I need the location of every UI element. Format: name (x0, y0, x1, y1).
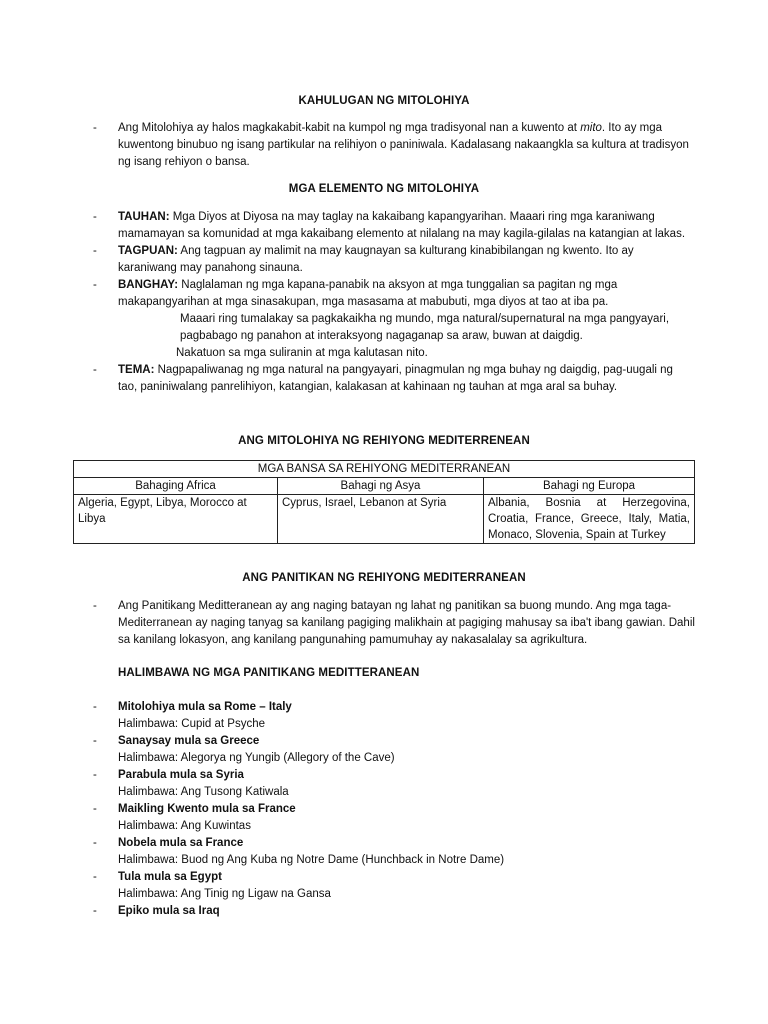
list-item (93, 869, 693, 903)
example-sub: Halimbawa: Ang Tinig ng Ligaw na Gansa (118, 888, 331, 900)
bullet-dash: - (93, 803, 97, 815)
table-caption: MGA BANSA SA REHIYONG MEDITERRANEAN (74, 461, 695, 478)
cell-asya: Cyprus, Israel, Lebanon at Syria (278, 495, 484, 544)
example-title: Epiko mula sa Iraq (118, 905, 220, 917)
list-item (93, 903, 693, 920)
header-asya: Bahagi ng Asya (278, 478, 484, 495)
list-item (93, 699, 693, 733)
title-mitolohiya-mediterrenean: ANG MITOLOHIYA NG REHIYONG MEDITERRENEAN (238, 435, 530, 447)
list-item (93, 733, 693, 767)
bullet-dash: - (93, 245, 97, 257)
banghay-paragraph-3: Nakatuon sa mga suliranin at mga kalutasan nito. (176, 347, 428, 359)
example-title: Sanaysay mula sa Greece (118, 735, 260, 747)
example-sub: Halimbawa: Alegorya ng Yungib (Allegory of the Cave) (118, 752, 395, 764)
tauhan-label: TAUHAN: (118, 211, 170, 223)
countries-table (73, 460, 695, 544)
element-banghay (93, 277, 695, 362)
header-europa: Bahagi ng Europa (484, 478, 695, 495)
tagpuan-text: Ang tagpuan ay malimit na may kaugnayan sa kulturang kinabibilangan ng kwento. Ito ay karaniwang may panahong sinauna. (118, 245, 634, 274)
bullet-dash: - (93, 905, 97, 917)
list-item (93, 801, 693, 835)
bullet-dash: - (93, 735, 97, 747)
intro-item (93, 120, 695, 171)
title-kahulugan: KAHULUGAN NG MITOLOHIYA (298, 95, 470, 107)
bullet-dash: - (93, 211, 97, 223)
bullet-dash: - (93, 837, 97, 849)
example-sub: Halimbawa: Cupid at Psyche (118, 718, 266, 730)
bullet-dash: - (93, 701, 97, 713)
table-row (74, 495, 695, 544)
bullet-dash: - (93, 871, 97, 883)
bullet-dash: - (93, 364, 97, 376)
list-item (93, 767, 693, 801)
banghay-label: BANGHAY: (118, 279, 179, 291)
banghay-paragraph-2: Maaari ring tumalakay sa pagkakaikha ng mundo, mga natural/supernatural na mga pangyayari, pagbabago ng panahon at interaksyong nagaganap sa araw, buwan at daigdig. (180, 313, 670, 342)
title-halimbawa: HALIMBAWA NG MGA PANITIKANG MEDITTERANEAN (118, 667, 420, 679)
bullet-dash: - (93, 122, 97, 134)
example-title: Mitolohiya mula sa Rome – Italy (118, 701, 292, 713)
panitikan-text: Ang Panitikang Meditteranean ay ang naging batayan ng lahat ng panitikan sa buong mundo. Ang mga taga-Mediterranean ay naging tanyag sa kanilang pagiging malikhain at pagiging mahusay sa iba't ibang gawian. Dahil sa kanilang lokasyon, ang kanilang pangunahing pamumuhay ay nakasalalay sa agrikultura. (118, 600, 695, 646)
examples-list (93, 699, 693, 920)
bullet-dash: - (93, 279, 97, 291)
element-tema (93, 362, 695, 396)
bullet-dash: - (93, 600, 97, 612)
tauhan-text: Mga Diyos at Diyosa na may taglay na kakaibang kapangyarihan. Maaari ring mga karaniwang mamamayan sa komunidad at mga kakaibang elemento at nilalang na may kagila-gilalas na katangian at lakas. (118, 211, 686, 240)
tema-text: Nagpapaliwanag ng mga natural na pangyayari, pinagmulan ng mga buhay ng daigdig, pag-uugali ng tao, paniniwalang panrelihiyon, katangian, kalakasan at kahinaan ng tauhan at mga aral sa buhay. (118, 364, 673, 393)
example-sub: Halimbawa: Ang Tusong Katiwala (118, 786, 289, 798)
intro-mito: mito (580, 122, 602, 134)
cell-europa: Albania, Bosnia at Herzegovina, Croatia, France, Greece, Italy, Matia, Monaco, Slovenia, Spain at Turkey (484, 495, 695, 544)
example-sub: Halimbawa: Buod ng Ang Kuba ng Notre Dame (Hunchback in Notre Dame) (118, 854, 505, 866)
example-title: Maikling Kwento mula sa France (118, 803, 296, 815)
tagpuan-label: TAGPUAN: (118, 245, 178, 257)
intro-list (93, 120, 695, 171)
intro-text-a: Ang Mitolohiya ay halos magkakabit-kabit na kumpol ng mga tradisyonal nan a kuwento at (118, 122, 581, 134)
elements-list (93, 209, 695, 396)
panitikan-item (93, 598, 695, 649)
cell-africa: Algeria, Egypt, Libya, Morocco at Libya (74, 495, 278, 544)
element-tagpuan (93, 243, 695, 277)
list-item (93, 835, 693, 869)
example-title: Tula mula sa Egypt (118, 871, 222, 883)
element-tauhan (93, 209, 695, 243)
title-elemento: MGA ELEMENTO NG MITOLOHIYA (288, 183, 480, 195)
intro-text-b: . Ito ay mga kuwentong binubuo ng isang partikular na relihiyon o paniniwala. Kadalasang nakaangkla sa kultura at tradisyon ng isang rehiyon o bansa. (118, 122, 689, 168)
example-title: Nobela mula sa France (118, 837, 244, 849)
title-panitikan: ANG PANITIKAN NG REHIYONG MEDITERRANEAN (242, 572, 526, 584)
tema-label: TEMA: (118, 364, 155, 376)
bullet-dash: - (93, 769, 97, 781)
banghay-text: Naglalaman ng mga kapana-panabik na aksyon at mga tunggalian sa pagitan ng mga makapangyarihan at mga sinasakupan, mga masasama at mabubuti, mga diyos at tao at iba pa. (118, 279, 618, 308)
panitikan-list (93, 598, 695, 649)
example-sub: Halimbawa: Ang Kuwintas (118, 820, 251, 832)
example-title: Parabula mula sa Syria (118, 769, 244, 781)
header-africa: Bahaging Africa (74, 478, 278, 495)
